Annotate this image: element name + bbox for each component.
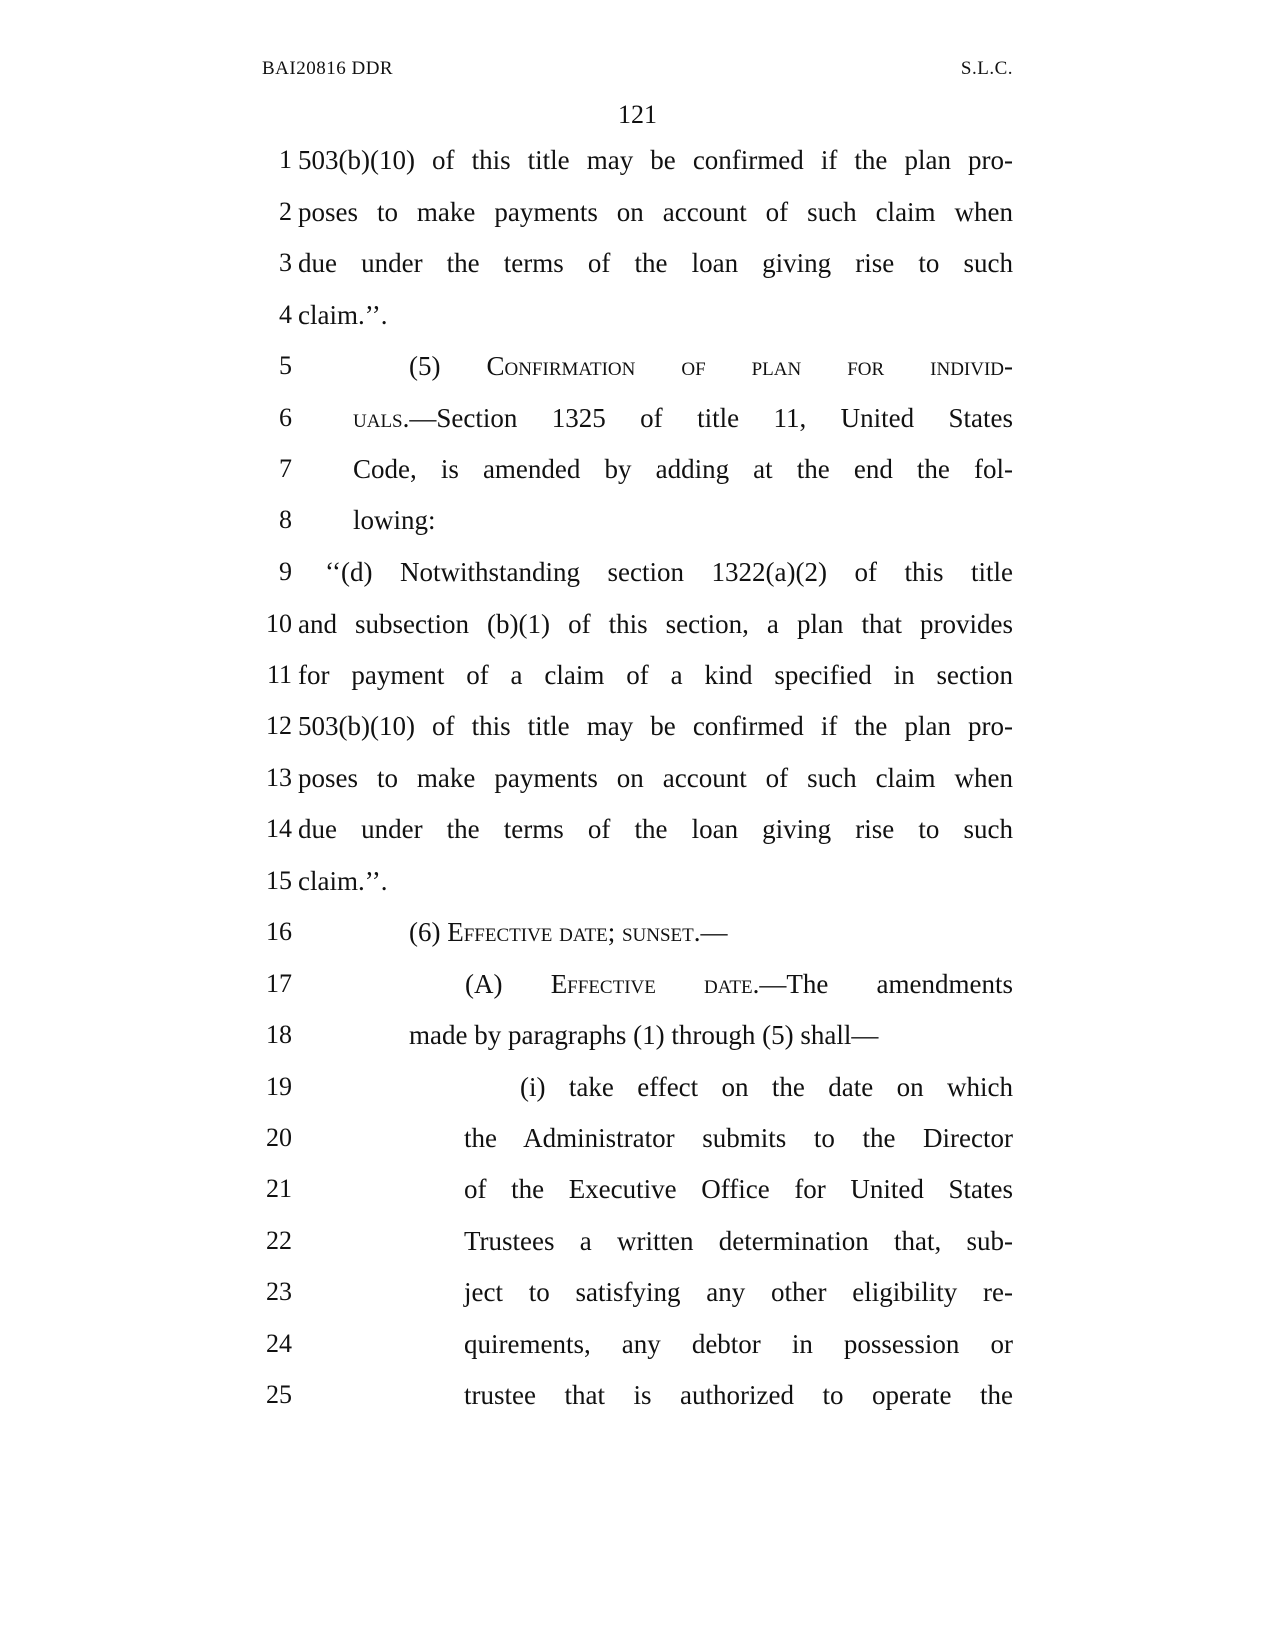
line-text: trustee that is authorized to operate the <box>464 1380 1013 1410</box>
line-number: 4 <box>279 300 292 329</box>
line-body: —Section 1325 of title 11, United States <box>409 403 1013 433</box>
line-text: due under the terms of the loan giving rise to such <box>298 814 1013 844</box>
bill-line <box>0 346 1275 386</box>
line-text: made by paragraphs (1) through (5) shall— <box>409 1020 879 1050</box>
line-text: (i) take effect on the date on which <box>520 1072 1013 1102</box>
line-text <box>409 912 1013 952</box>
bill-line <box>0 500 1275 540</box>
paragraph-heading: Confirmation of plan for individ- <box>486 351 1014 381</box>
line-number: 2 <box>279 197 292 226</box>
bill-line <box>0 964 1275 1004</box>
bill-line <box>0 1067 1275 1107</box>
line-number: 14 <box>266 814 292 843</box>
bill-line <box>0 1169 1275 1209</box>
line-text: ject to satisfying any other eligibility re- <box>464 1277 1013 1307</box>
line-text: poses to make payments on account of such claim when <box>298 197 1013 227</box>
line-number: 20 <box>266 1123 292 1152</box>
bill-line <box>0 1272 1275 1312</box>
line-number: 21 <box>266 1174 292 1203</box>
bill-line <box>0 192 1275 232</box>
bill-line <box>0 1375 1275 1415</box>
line-text <box>353 398 1013 438</box>
bill-line <box>0 655 1275 695</box>
line-number: 1 <box>279 145 292 174</box>
paragraph-heading: Effective date; sunset. <box>447 917 701 947</box>
line-text: poses to make payments on account of such claim when <box>298 763 1013 793</box>
line-body: —The amendments <box>759 969 1013 999</box>
paragraph-number: (A) <box>465 969 551 999</box>
line-text: due under the terms of the loan giving rise to such <box>298 248 1013 278</box>
bill-line <box>0 1221 1275 1261</box>
line-number: 17 <box>266 969 292 998</box>
line-number: 3 <box>279 248 292 277</box>
line-text: ‘‘(d) Notwithstanding section 1322(a)(2) of this title <box>325 557 1013 587</box>
bill-line <box>0 552 1275 592</box>
line-text: quirements, any debtor in possession or <box>464 1329 1013 1359</box>
line-number: 5 <box>279 351 292 380</box>
bill-line <box>0 449 1275 489</box>
line-number: 23 <box>266 1277 292 1306</box>
document-id: BAI20816 DDR <box>262 58 394 79</box>
line-number: 7 <box>279 454 292 483</box>
line-number: 25 <box>266 1380 292 1409</box>
document-code: S.L.C. <box>960 58 1013 79</box>
line-text: of the Executive Office for United States <box>464 1174 1013 1204</box>
line-text: and subsection (b)(1) of this section, a plan that provides <box>298 609 1013 639</box>
line-text: Code, is amended by adding at the end the fol- <box>353 454 1013 484</box>
bill-line <box>0 140 1275 180</box>
bill-line <box>0 861 1275 901</box>
line-text: claim.’’. <box>298 866 388 896</box>
line-number: 15 <box>266 866 292 895</box>
line-number: 22 <box>266 1226 292 1255</box>
bill-line <box>0 1324 1275 1364</box>
line-text: claim.’’. <box>298 300 388 330</box>
paragraph-heading: Effective date. <box>550 969 760 999</box>
line-number: 6 <box>279 403 292 432</box>
line-text: the Administrator submits to the Director <box>464 1123 1013 1153</box>
line-text: 503(b)(10) of this title may be confirmed if the plan pro- <box>298 145 1013 175</box>
bill-line <box>0 809 1275 849</box>
line-number: 13 <box>266 763 292 792</box>
line-text: for payment of a claim of a kind specified in section <box>298 660 1013 690</box>
bill-line <box>0 912 1275 952</box>
bill-line <box>0 604 1275 644</box>
line-number: 19 <box>266 1072 292 1101</box>
bill-line <box>0 1015 1275 1055</box>
bill-line <box>0 1118 1275 1158</box>
line-text: lowing: <box>353 505 436 535</box>
line-text <box>409 346 1013 386</box>
page-number: 121 <box>618 100 657 129</box>
bill-line <box>0 243 1275 283</box>
line-body: — <box>700 917 728 947</box>
bill-line <box>0 706 1275 746</box>
line-number: 10 <box>266 609 292 638</box>
line-number: 16 <box>266 917 292 946</box>
line-number: 24 <box>266 1329 292 1358</box>
bill-line <box>0 295 1275 335</box>
paragraph-number: (5) <box>409 351 487 381</box>
line-text: 503(b)(10) of this title may be confirmed if the plan pro- <box>298 711 1013 741</box>
line-number: 12 <box>266 711 292 740</box>
line-text: Trustees a written determination that, sub- <box>464 1226 1013 1256</box>
bill-line <box>0 398 1275 438</box>
paragraph-heading: uals. <box>353 403 410 433</box>
line-number: 18 <box>266 1020 292 1049</box>
bill-line <box>0 758 1275 798</box>
line-text <box>465 964 1013 1004</box>
line-number: 8 <box>279 505 292 534</box>
paragraph-number: (6) <box>409 917 448 947</box>
line-number: 9 <box>279 557 292 586</box>
line-number: 11 <box>266 660 292 689</box>
